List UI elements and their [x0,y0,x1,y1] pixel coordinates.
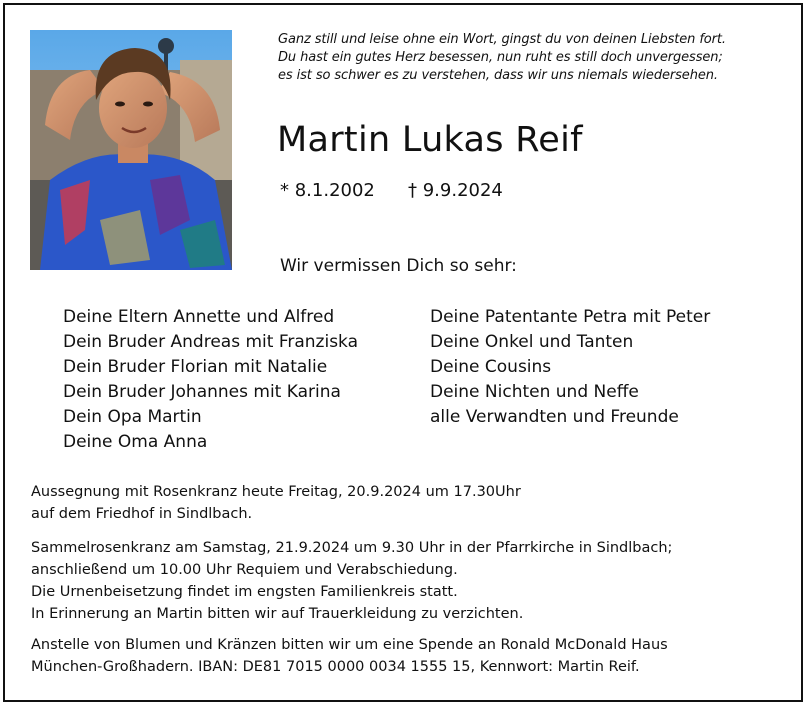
mourner: Dein Bruder Andreas mit Franziska [63,332,359,352]
poem-line: Du hast ein gutes Herz besessen, nun ruht es still doch unvergessen; [278,50,723,65]
death-date: † 9.9.2024 [408,180,503,201]
info-line: Die Urnenbeisetzung findet im engsten Familienkreis statt. [31,584,458,600]
poem [278,31,788,85]
mourner: Deine Onkel und Tanten [430,332,634,352]
info-line: Anstelle von Blumen und Kränzen bitten wir um eine Spende an Ronald McDonald Haus [31,637,668,653]
mourner: Deine Nichten und Neffe [430,382,639,402]
info-line: München-Großhadern. IBAN: DE81 7015 0000 0034 1555 15, Kennwort: Martin Reif. [31,659,640,675]
mourner: Dein Opa Martin [63,407,202,427]
miss-heading: Wir vermissen Dich so sehr: [280,256,517,276]
mourner: Deine Oma Anna [63,432,208,452]
donation-info [31,634,668,678]
info-line: Aussegnung mit Rosenkranz heute Freitag, 20.9.2024 um 17.30Uhr [31,484,521,500]
birth-date: * 8.1.2002 [280,180,375,201]
portrait-photo [30,30,232,270]
mourner: alle Verwandten und Freunde [430,407,679,427]
deceased-name: Martin Lukas Reif [277,120,583,160]
info-line: anschließend um 10.00 Uhr Requiem und Verabschiedung. [31,562,458,578]
life-dates [280,180,503,202]
mourner: Deine Eltern Annette und Alfred [63,307,335,327]
blessing-info [31,481,521,525]
mourner: Dein Bruder Florian mit Natalie [63,357,328,377]
mourner: Deine Cousins [430,357,552,377]
info-line: In Erinnerung an Martin bitten wir auf Trauerkleidung zu verzichten. [31,606,524,622]
rosary-info [31,537,672,625]
info-line: Sammelrosenkranz am Samstag, 21.9.2024 um 9.30 Uhr in der Pfarrkirche in Sindlbach; [31,540,673,556]
poem-line: es ist so schwer es zu verstehen, dass wir uns niemals wiedersehen. [278,68,718,83]
poem-line: Ganz still und leise ohne ein Wort, gingst du von deinen Liebsten fort. [278,32,726,47]
mourners-right-column [430,305,710,430]
info-line: auf dem Friedhof in Sindlbach. [31,506,253,522]
mourner: Deine Patentante Petra mit Peter [430,307,711,327]
mourners-left-column [63,305,358,455]
mourner: Dein Bruder Johannes mit Karina [63,382,341,402]
